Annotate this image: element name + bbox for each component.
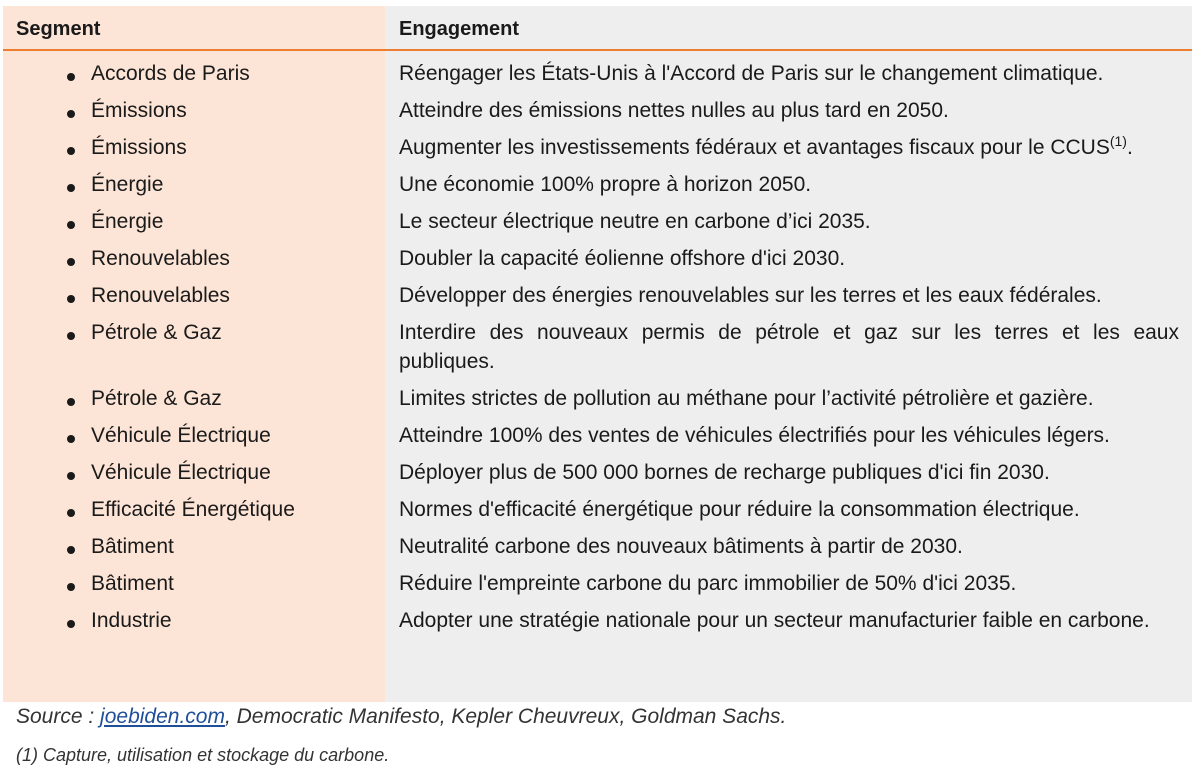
footnote-marker: (1) <box>1109 133 1127 149</box>
table-row <box>3 133 1192 170</box>
source-prefix: Source : <box>16 705 101 728</box>
table-row <box>3 532 1192 569</box>
engagement-cell: Réduire l'empreinte carbone du parc immobilier de 50% d'ici 2035. <box>399 572 1017 595</box>
segment-cell: Bâtiment <box>3 569 385 606</box>
table-row <box>3 318 1192 384</box>
engagement-cell: Une économie 100% propre à horizon 2050. <box>399 173 812 196</box>
bullet-icon <box>67 509 75 517</box>
segment-cell: Industrie <box>3 606 385 643</box>
table-row <box>3 569 1192 606</box>
segment-cell: Renouvelables <box>3 244 385 281</box>
table-row <box>3 207 1192 244</box>
engagement-cell: Neutralité carbone des nouveaux bâtiments à partir de 2030. <box>399 535 963 558</box>
engagement-cell: Doubler la capacité éolienne offshore d'ici 2030. <box>399 247 846 270</box>
engagement-cell: Adopter une stratégie nationale pour un secteur manufacturier faible en carbone. <box>399 609 1150 632</box>
table-row <box>3 421 1192 458</box>
segment-cell: Efficacité Énergétique <box>3 495 385 532</box>
segment-cell: Émissions <box>3 96 385 133</box>
table-row <box>3 96 1192 133</box>
bullet-icon <box>67 472 75 480</box>
table-row <box>3 170 1192 207</box>
bullet-icon <box>67 221 75 229</box>
engagement-cell: Atteindre 100% des ventes de véhicules électrifiés pour les véhicules légers. <box>399 424 1110 447</box>
table-body <box>3 59 1192 643</box>
bullet-icon <box>67 583 75 591</box>
engagement-cell: Réengager les États-Unis à l'Accord de Paris sur le changement climatique. <box>399 62 1104 85</box>
engagement-cell: Atteindre des émissions nettes nulles au plus tard en 2050. <box>399 99 949 122</box>
table-row <box>3 59 1192 96</box>
table-row <box>3 606 1192 643</box>
segment-cell: Véhicule Électrique <box>3 421 385 458</box>
bullet-icon <box>67 258 75 266</box>
footnote: (1) Capture, utilisation et stockage du carbone. <box>16 745 390 765</box>
engagement-cell: Déployer plus de 500 000 bornes de recharge publiques d'ici fin 2030. <box>399 461 1050 484</box>
source-line <box>16 705 786 729</box>
segment-cell: Bâtiment <box>3 532 385 569</box>
engagement-cell: Limites strictes de pollution au méthane pour l’activité pétrolière et gazière. <box>399 387 1094 410</box>
segment-cell: Énergie <box>3 170 385 207</box>
commitments-table <box>3 6 1192 702</box>
segment-cell: Renouvelables <box>3 281 385 318</box>
segment-cell: Pétrole & Gaz <box>3 318 385 384</box>
engagement-cell <box>385 133 1192 170</box>
engagement-cell: Le secteur électrique neutre en carbone d’ici 2035. <box>399 210 871 233</box>
segment-cell: Énergie <box>3 207 385 244</box>
segment-cell: Accords de Paris <box>3 59 385 96</box>
segment-cell: Émissions <box>3 133 385 170</box>
table-row <box>3 495 1192 532</box>
segment-cell: Pétrole & Gaz <box>3 384 385 421</box>
engagement-suffix: . <box>1126 136 1133 159</box>
bullet-icon <box>67 147 75 155</box>
engagement-cell: Développer des énergies renouvelables sur les terres et les eaux fédérales. <box>399 284 1102 307</box>
bullet-icon <box>67 398 75 406</box>
bullet-icon <box>67 73 75 81</box>
source-rest: , Democratic Manifesto, Kepler Cheuvreux, Goldman Sachs. <box>224 705 787 728</box>
engagement-text: Augmenter les investissements fédéraux et avantages fiscaux pour le CCUS <box>399 136 1110 159</box>
table-row <box>3 281 1192 318</box>
bullet-icon <box>67 184 75 192</box>
engagement-cell: Normes d'efficacité énergétique pour réduire la consommation électrique. <box>399 498 1080 521</box>
segment-cell: Véhicule Électrique <box>3 458 385 495</box>
bullet-icon <box>67 295 75 303</box>
segment-header: Segment <box>16 18 101 40</box>
bullet-icon <box>67 620 75 628</box>
table-row <box>3 384 1192 421</box>
bullet-icon <box>67 546 75 554</box>
engagement-header: Engagement <box>399 18 520 40</box>
header-divider <box>3 49 1192 51</box>
bullet-icon <box>67 332 75 340</box>
table-row <box>3 244 1192 281</box>
bullet-icon <box>67 435 75 443</box>
bullet-icon <box>67 110 75 118</box>
table-row <box>3 458 1192 495</box>
source-link[interactable]: joebiden.com <box>100 705 225 728</box>
engagement-cell: Interdire des nouveaux permis de pétrole et gaz sur les terres et les eaux publiques. <box>399 321 1179 373</box>
